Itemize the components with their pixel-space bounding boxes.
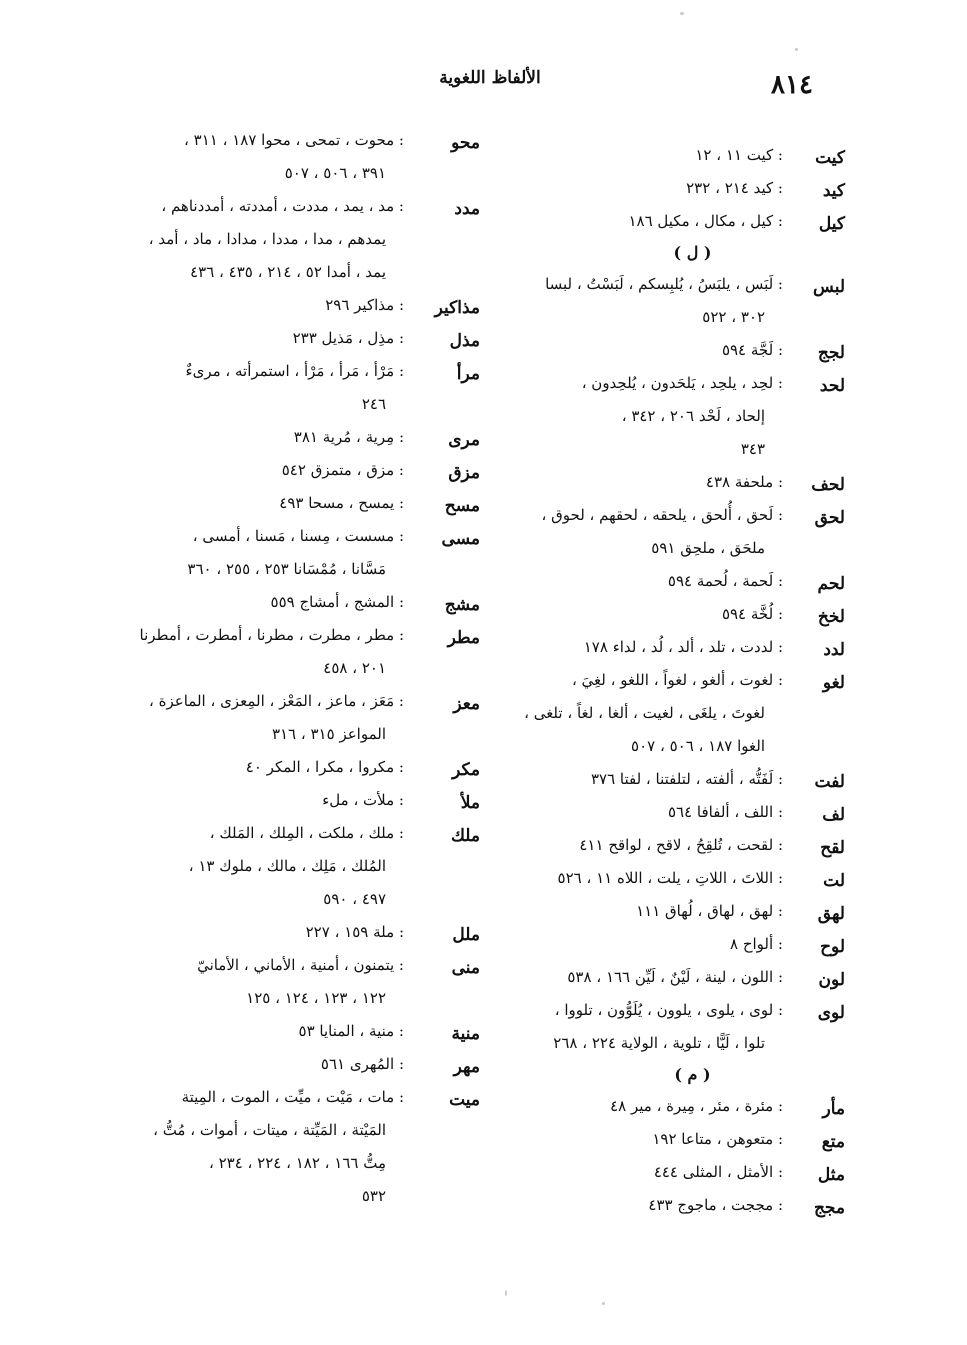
entry-text-line: : مكروا ، مكرا ، المكر ٤٠ [245, 758, 404, 776]
section-letter-heading: ( م ) [674, 1065, 711, 1084]
left-column-entry [150, 124, 480, 190]
entry-headword: لحم [817, 574, 845, 594]
right-column [500, 139, 845, 1222]
entry-headword: كيت [815, 148, 845, 168]
entry-text-line: : مطر ، مطرت ، مطرنا ، أمطرت ، أمطرنا [139, 626, 404, 644]
right-column-entry [500, 631, 845, 664]
entry-text-line: : ملحفة ٤٣٨ [705, 473, 783, 491]
entry-headword: مثل [817, 1165, 845, 1185]
entry-headword: لت [823, 871, 845, 891]
entry-text-line: ٣٩١ ، ٥٠٦ ، ٥٠٧ [284, 164, 386, 182]
entry-text-line: ٤٩٧ ، ٥٩٠ [323, 890, 386, 908]
entry-headword: منية [451, 1024, 480, 1044]
entry-text-line: : مات ، مَيْت ، ميِّت ، الموت ، المِيتة [181, 1088, 404, 1106]
entry-text-line: يمد ، أمدا ٥٢ ، ٢١٤ ، ٤٣٥ ، ٤٣٦ [190, 263, 386, 281]
page-number: ٨١٤ [771, 70, 813, 100]
entry-text-line: يمدهم ، مدا ، مددا ، مدادا ، ماد ، أمد ، [148, 230, 386, 248]
entry-text-line: : مِرية ، مُرية ٣٨١ [293, 428, 404, 446]
entry-headword: معز [453, 694, 480, 714]
left-column-entry [150, 1048, 480, 1081]
entry-text-line: : المشج ، أمشاج ٥٥٩ [270, 593, 404, 611]
entry-headword: كيل [818, 214, 845, 234]
entry-headword: لحف [811, 475, 845, 495]
entry-text-line: : مزق ، متمزق ٥٤٢ [281, 461, 404, 479]
entry-headword: لف [822, 805, 845, 825]
right-column-entry [500, 961, 845, 994]
entry-headword: متع [821, 1132, 845, 1152]
entry-text-line: : اللاتَ ، اللاتِ ، يلت ، اللاه ١١ ، ٥٢٦ [557, 869, 783, 887]
entry-text-line: لغوتَ ، يلغَى ، لغيت ، ألغا ، لغاً ، تلغى ، [524, 704, 765, 722]
entry-text-line: : اللون ، لينة ، لَيْنٌ ، لَيِّن ١٦٦ ، ٥٣٨ [567, 968, 783, 986]
entry-headword: مزق [448, 463, 480, 483]
entry-headword: مشج [444, 595, 480, 615]
left-column-entry [150, 784, 480, 817]
left-column-entry [150, 289, 480, 322]
entry-text-line: : لُخَّة ٥٩٤ [721, 605, 783, 623]
scan-speck [505, 1290, 507, 1296]
entry-text-line: : مَعَز ، ماعز ، المَعْز ، المِعزى ، الماعزة ، [149, 692, 404, 710]
right-column-entry [500, 172, 845, 205]
entry-headword: مطر [447, 628, 480, 648]
running-title: الألفاظ اللغوية [439, 68, 541, 88]
scan-speck [795, 48, 798, 51]
entry-text-line: الغوا ١٨٧ ، ٥٠٦ ، ٥٠٧ [631, 737, 765, 755]
entry-text-line: : متعوهن ، متاعا ١٩٢ [652, 1130, 783, 1148]
entry-text-line: : يمسح ، مسحا ٤٩٣ [279, 494, 404, 512]
entry-text-line: : محوت ، تمحى ، محوا ١٨٧ ، ٣١١ ، [184, 131, 404, 149]
left-column-entry [150, 685, 480, 751]
entry-text-line: : يتمنون ، أمنية ، الأماني ، الأمانيّ [197, 956, 404, 974]
entry-text-line: : مسست ، مِسنا ، مَسنا ، أمسى ، [192, 527, 404, 545]
left-column-entry [150, 916, 480, 949]
entry-text-line: مَسَّانا ، مُمْسَانا ٢٥٣ ، ٢٥٥ ، ٣٦٠ [187, 560, 386, 578]
left-column-entry [150, 520, 480, 586]
entry-headword: لغو [822, 673, 845, 693]
entry-text-line: : كيت ١١ ، ١٢ [695, 146, 783, 164]
entry-text-line: : المُهرى ٥٦١ [320, 1055, 404, 1073]
right-column-entry [500, 1156, 845, 1189]
entry-headword: ميت [449, 1090, 480, 1110]
entry-text-line: : لهق ، لهاق ، لُهاق ١١١ [636, 902, 783, 920]
left-column-entry [150, 1015, 480, 1048]
right-column-entry [500, 796, 845, 829]
left-column-entry [150, 487, 480, 520]
entry-text-line: : لقحت ، تُلقِحُ ، لاقح ، لواقح ٤١١ [579, 836, 783, 854]
right-column-entry [500, 895, 845, 928]
entry-text-line: المُلك ، مَلِك ، مالك ، ملوك ١٣ ، [188, 857, 386, 875]
entry-text-line: : مئرة ، مئر ، مِيرة ، مير ٤٨ [610, 1097, 783, 1115]
entry-text-line: : مذِل ، مَذيل ٢٣٣ [292, 329, 404, 347]
entry-text-line: : مد ، يمد ، مددت ، أمددته ، أمددناهم ، [161, 197, 404, 215]
right-column-entry [500, 862, 845, 895]
left-column-entry [150, 586, 480, 619]
entry-text-line: ١٢٢ ، ١٢٣ ، ١٢٤ ، ١٢٥ [246, 989, 386, 1007]
entry-text-line: : لَحق ، أُلحق ، يلحقه ، لحقهم ، لحوق ، [541, 506, 783, 524]
entry-headword: مجج [813, 1198, 845, 1218]
entry-text-line: المَيْتة ، المَيِّتة ، ميتات ، أموات ، مُتُّ ، [153, 1121, 386, 1139]
section-letter-heading: ( ل ) [673, 243, 712, 262]
entry-headword: مذاكير [434, 298, 480, 318]
entry-text-line: : ملك ، ملكت ، المِلك ، المَلك ، [209, 824, 404, 842]
right-column-entry [500, 1090, 845, 1123]
entry-text-line: : الأمثل ، المثلى ٤٤٤ [653, 1163, 783, 1181]
left-column-entry [150, 454, 480, 487]
entry-headword: لقح [820, 838, 845, 858]
entry-text-line: : مَرْأ ، مَرأ ، مَرْأ ، استمرأته ، مرىءٌ [185, 362, 404, 380]
entry-headword: لحق [814, 508, 845, 528]
entry-headword: ملك [450, 826, 480, 846]
entry-text-line: ٢٤٦ [361, 395, 386, 413]
entry-text-line: المواعز ٣١٥ ، ٣١٦ [271, 725, 386, 743]
entry-text-line: تلوا ، لَيًّا ، تلوية ، الولاية ٢٢٤ ، ٢٦٨ [553, 1034, 765, 1052]
right-column-entry [500, 1189, 845, 1222]
entry-headword: مسح [444, 496, 480, 516]
entry-text-line: : لَحمة ، لُحمة ٥٩٤ [667, 572, 783, 590]
right-column-entry [500, 205, 845, 238]
entry-text-line: ملحَق ، ملحِق ٥٩١ [651, 539, 765, 557]
entry-headword: ملأ [460, 793, 480, 813]
entry-headword: لون [818, 970, 845, 990]
entry-headword: منى [451, 958, 480, 978]
entry-text-line: ٢٠١ ، ٤٥٨ [323, 659, 386, 677]
entry-text-line: : مججت ، ماجوج ٤٣٣ [648, 1196, 783, 1214]
entry-headword: لفت [814, 772, 845, 792]
right-column-entry [500, 466, 845, 499]
entry-headword: مدد [454, 199, 480, 219]
right-column-entry [500, 499, 845, 565]
entry-text-line: : لَجَّة ٥٩٤ [721, 341, 783, 359]
entry-text-line: : لَفَتُّه ، ألفته ، لتلفتنا ، لفتا ٣٧٦ [590, 770, 783, 788]
entry-headword: مكر [452, 760, 480, 780]
entry-text-line: : ملة ١٥٩ ، ٢٢٧ [305, 923, 404, 941]
right-column-entry [500, 367, 845, 466]
entry-text-line: : لغوت ، ألغو ، لغواً ، اللغو ، لغِيَ ، [571, 671, 783, 689]
entry-headword: مأر [822, 1099, 845, 1119]
entry-text-line: : كيل ، مكال ، مكيل ١٨٦ [628, 212, 783, 230]
entry-text-line: : لوى ، يلوى ، يلوون ، يُلَوُّون ، تلووا ، [554, 1001, 783, 1019]
entry-text-line: : لَبَس ، يلبَسُ ، يُلبِسكم ، لَبَسْتُ ، لبسا [545, 275, 783, 293]
right-column-entry [500, 268, 845, 334]
entry-headword: محو [451, 133, 480, 153]
entry-headword: مسى [441, 529, 480, 549]
entry-headword: مرأ [456, 364, 480, 384]
left-column [139, 124, 480, 1213]
entry-text-line: مِتُّ ١٦٦ ، ١٨٢ ، ٢٢٤ ، ٢٣٤ ، [208, 1154, 386, 1172]
entry-text-line: : لحِد ، يلحِد ، يَلحَدون ، يُلحِدون ، [581, 374, 783, 392]
entry-headword: لهق [817, 904, 845, 924]
entry-text-line: : لددت ، تلد ، ألد ، لُد ، لداء ١٧٨ [583, 638, 783, 656]
entry-text-line: ٣٠٢ ، ٥٢٢ [702, 308, 765, 326]
right-column-entry [500, 994, 845, 1060]
right-column-entry [500, 334, 845, 367]
right-column-entry [500, 664, 845, 763]
right-column-entry [500, 598, 845, 631]
scan-speck [602, 1302, 605, 1305]
entry-text-line: إلحاد ، لَحْد ٢٠٦ ، ٣٤٢ ، [621, 407, 765, 425]
left-column-entry [150, 190, 480, 289]
entry-text-line: : ملأت ، ملء [322, 791, 404, 809]
entry-text-line: : اللف ، ألفافا ٥٦٤ [667, 803, 783, 821]
entry-headword: لدد [823, 640, 845, 660]
right-column-entry [500, 928, 845, 961]
entry-headword: لخخ [817, 607, 845, 627]
entry-text-line: ٥٣٢ [361, 1187, 386, 1205]
right-column-entry [500, 565, 845, 598]
right-column-entry [500, 139, 845, 172]
entry-headword: مذل [449, 331, 480, 351]
left-column-entry [150, 949, 480, 1015]
entry-headword: لوى [817, 1003, 845, 1023]
right-column-entry [500, 829, 845, 862]
entry-headword: لبس [813, 277, 845, 297]
left-column-entry [150, 751, 480, 784]
entry-headword: لجج [817, 343, 845, 363]
left-column-entry [150, 421, 480, 454]
entry-text-line: : منية ، المنايا ٥٣ [298, 1022, 404, 1040]
entry-headword: لحد [819, 376, 845, 396]
scan-speck [680, 12, 684, 15]
left-column-entry [150, 355, 480, 421]
entry-headword: مهر [453, 1057, 480, 1077]
left-column-entry [139, 619, 480, 685]
entry-headword: ملل [452, 925, 480, 945]
entry-text-line: ٣٤٣ [740, 440, 765, 458]
left-column-entry [150, 1081, 480, 1213]
entry-text-line: : مذاكير ٢٩٦ [325, 296, 404, 314]
entry-text-line: : ألواح ٨ [730, 935, 783, 953]
right-column-entry [500, 1123, 845, 1156]
left-column-entry [150, 817, 480, 916]
right-column-entry [500, 763, 845, 796]
entry-headword: كيد [822, 181, 845, 201]
left-column-entry [150, 322, 480, 355]
entry-headword: لوح [820, 937, 845, 957]
entry-headword: مرى [448, 430, 480, 450]
entry-text-line: : كيد ٢١٤ ، ٢٣٢ [686, 179, 783, 197]
